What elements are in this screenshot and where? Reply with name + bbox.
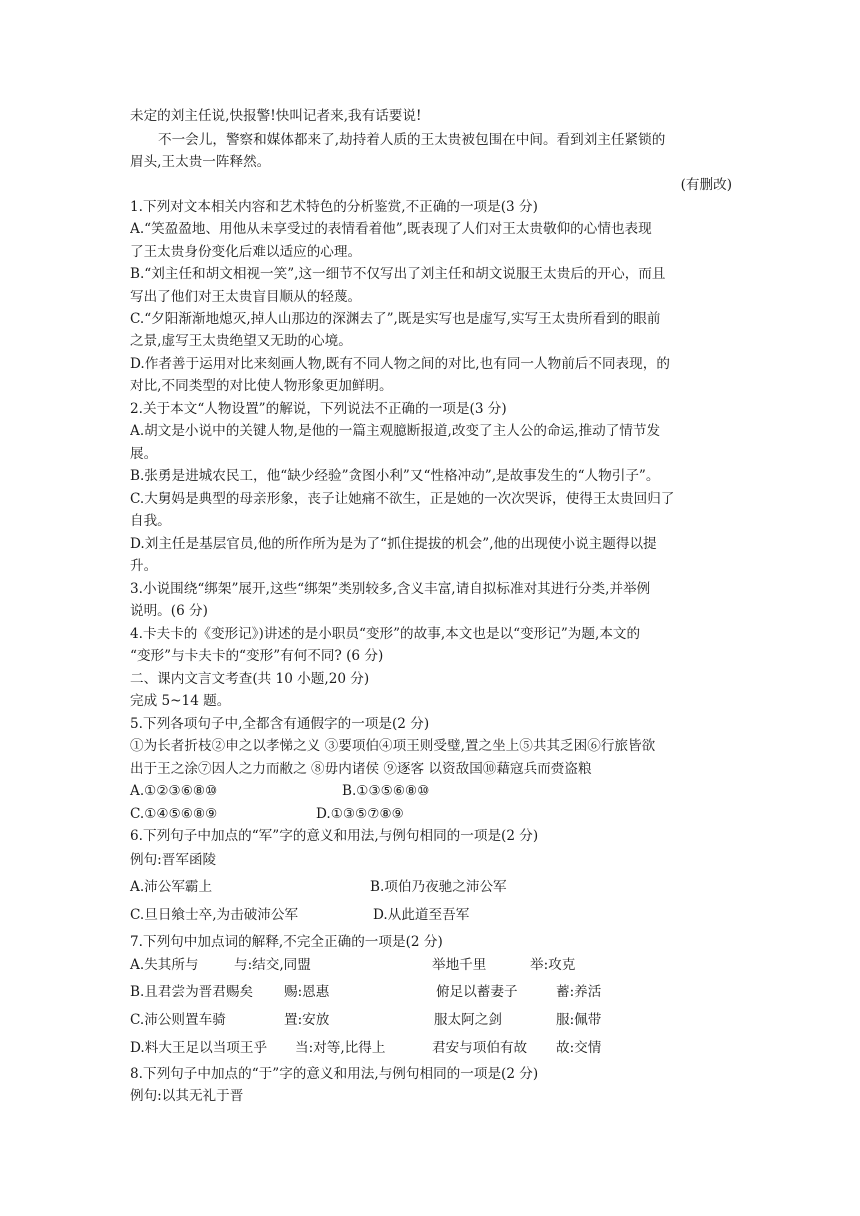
question-1: 1.下列对文本相关内容和艺术特色的分析鉴赏,不正确的一项是(3 分) <box>130 199 538 215</box>
question-8: 8.下列句子中加点的“于”字的意义和用法,与例句相同的一项是(2 分) <box>130 1066 539 1082</box>
option-text: 之景,虚写王太贵绝望又无助的心境。 <box>130 333 352 349</box>
option-gloss: 当:对等,比得上 <box>295 1040 386 1056</box>
option-text: D.刘主任是基层官员,他的所作所为是为了“抓住提拔的机会”,他的出现使小说主题得以提 <box>130 536 657 552</box>
option-text: 展。 <box>130 446 158 462</box>
text-line: 未定的刘主任说,快报警!快叫记者来,我有话要说! <box>130 108 422 124</box>
option-b: B.①③⑤⑥⑧⑩ <box>342 783 430 799</box>
option-item: B.且君尝为晋君赐矣 <box>130 984 254 1000</box>
example-sentence: 例句:晋军函陵 <box>130 852 217 868</box>
option-text: 自我。 <box>130 513 171 529</box>
source-note: (有删改) <box>680 177 732 193</box>
option-item: 举地千里 <box>432 957 487 973</box>
option-text: 升。 <box>130 558 158 574</box>
option-item: C.沛公则置车骑 <box>130 1012 226 1028</box>
option-gloss: 服:佩带 <box>556 1012 602 1028</box>
option-text: 了王太贵身份变化后难以适应的心理。 <box>130 244 362 260</box>
option-item: A.失其所与 <box>130 957 199 973</box>
question-4: 4.卡夫卡的《变形记》)讲述的是小职员“变形”的故事,本文也是以“变形记”为题,本文的 <box>130 626 641 642</box>
option-a: A.沛公军霸上 <box>130 879 213 895</box>
question-2: 2.关于本文“人物设置”的解说，下列说法不正确的一项是(3 分) <box>130 401 507 417</box>
option-d: D.从此道至吾军 <box>373 907 470 923</box>
section-heading: 二、课内文言文考查(共 10 小题,20 分) <box>130 671 370 687</box>
option-gloss: 故:交情 <box>556 1040 602 1056</box>
text-line: 眉头,王太贵一阵释然。 <box>130 154 271 170</box>
question-6: 6.下列句子中加点的“军”字的意义和用法,与例句相同的一项是(2 分) <box>130 828 539 844</box>
option-text: A.胡文是小说中的关键人物,是他的一篇主观臆断报道,改变了主人公的命运,推动了情节发 <box>130 423 661 439</box>
option-c: C.①④⑤⑥⑧⑨ <box>130 806 218 822</box>
example-sentence: 例句:以其无礼于晋 <box>130 1088 244 1104</box>
option-a: A.①②③⑥⑧⑩ <box>130 783 218 799</box>
option-gloss: 举:攻克 <box>530 957 576 973</box>
option-gloss: 赐:恩惠 <box>284 984 330 1000</box>
option-text: B.“刘主任和胡文相视一笑”,这一细节不仅写出了刘主任和胡文说服王太贵后的开心，而且 <box>130 266 666 282</box>
option-text: 对比,不同类型的对比使人物形象更加鲜明。 <box>130 378 393 394</box>
option-item: D.料大王足以当项王乎 <box>130 1040 268 1056</box>
question-3: 3.小说围绕“绑架”展开,这些“绑架”类别较多,含义丰富,请自拟标准对其进行分类,并举例 <box>130 581 651 597</box>
text-line: 不一会儿，警察和媒体都来了,劫持着人质的王太贵被包围在中间。看到刘主任紧锁的 <box>158 132 666 148</box>
option-gloss: 蓄:养活 <box>556 984 602 1000</box>
section-instruction: 完成 5~14 题。 <box>130 693 231 709</box>
question-3-cont: 说明。(6 分) <box>130 603 208 619</box>
option-text: C.大舅妈是典型的母亲形象，丧子让她痛不欲生，正是她的一次次哭诉，使得王太贵回归了 <box>130 491 675 507</box>
option-d: D.①③⑤⑦⑧⑨ <box>316 806 404 822</box>
option-text: C.“夕阳渐渐地熄灭,掉人山那边的深渊去了”,既是实写也是虚写,实写王太贵所看到的眼前 <box>130 311 661 327</box>
question-7: 7.下列句中加点词的解释,不完全正确的一项是(2 分) <box>130 934 443 950</box>
question-5: 5.下列各项句子中,全都含有通假字的一项是(2 分) <box>130 716 430 732</box>
option-text: B.张勇是进城农民工，他“缺少经验”贪图小利”又“性格冲动”,是故事发生的“人物引子”。 <box>130 468 660 484</box>
option-item: 君安与项伯有故 <box>432 1040 528 1056</box>
sentence-list: ①为长者折枝②申之以孝悌之义 ③要项伯④项王则受璧,置之坐上⑤共其乏困⑥行旅皆欲 <box>130 738 656 754</box>
question-4-cont: “变形”与卡夫卡的“变形”有何不同? (6 分) <box>130 648 384 664</box>
option-c: C.旦日飨士卒,为击破沛公军 <box>130 907 299 923</box>
option-text: A.“笑盈盈地、用他从未享受过的表情看着他”,既表现了人们对王太贵敬仰的心情也表现 <box>130 221 652 237</box>
option-item: 俯足以蓄妻子 <box>436 984 518 1000</box>
sentence-list: 出于王之涂⑦因人之力而敝之 ⑧毋内诸侯 ⑨逐客 以资敌国⑩藉寇兵而赍盗粮 <box>130 761 592 777</box>
option-text: D.作者善于运用对比来刻画人物,既有不同人物之间的对比,也有同一人物前后不同表现，的 <box>130 356 670 372</box>
option-b: B.项伯乃夜驰之沛公军 <box>370 879 507 895</box>
option-gloss: 置:安放 <box>284 1012 330 1028</box>
option-text: 写出了他们对王太贵盲目顺从的轻蔑。 <box>130 289 362 305</box>
option-item: 服太阿之剑 <box>434 1012 502 1028</box>
option-gloss: 与:结交,同盟 <box>234 957 311 973</box>
